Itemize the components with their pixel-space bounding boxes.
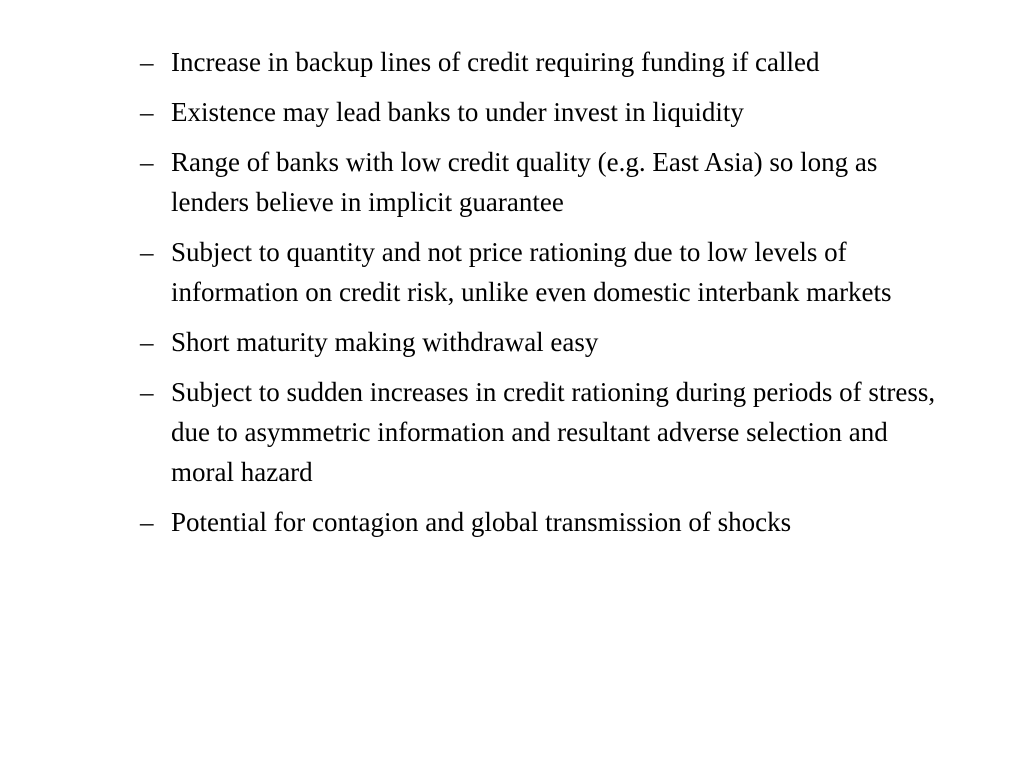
bullet-text: Potential for contagion and global transmission of shocks: [171, 507, 792, 537]
bullet-list: [140, 42, 940, 552]
bullet-item-quantity-rationing: [140, 232, 940, 312]
bullet-item-backup-lines: [140, 42, 940, 82]
dash-bullet-icon: –: [140, 47, 154, 77]
dash-bullet-icon: –: [140, 377, 154, 407]
dash-bullet-icon: –: [140, 237, 154, 267]
bullet-item-contagion: [140, 502, 940, 542]
bullet-item-under-invest: [140, 92, 940, 132]
bullet-text: Range of banks with low credit quality (e.g. East Asia) so long as lenders believe in implicit guarantee: [171, 147, 878, 217]
dash-bullet-icon: –: [140, 147, 154, 177]
bullet-item-low-credit-quality: [140, 142, 940, 222]
bullet-text: Short maturity making withdrawal easy: [171, 327, 599, 357]
bullet-item-sudden-rationing: [140, 372, 940, 492]
bullet-text: Increase in backup lines of credit requiring funding if called: [171, 47, 820, 77]
bullet-item-short-maturity: [140, 322, 940, 362]
dash-bullet-icon: –: [140, 327, 154, 357]
bullet-text: Existence may lead banks to under invest in liquidity: [171, 97, 744, 127]
dash-bullet-icon: –: [140, 507, 154, 537]
bullet-text: Subject to sudden increases in credit rationing during periods of stress, due to asymmetric information and resultant adverse selection and moral hazard: [171, 377, 936, 487]
bullet-text: Subject to quantity and not price rationing due to low levels of information on credit risk, unlike even domestic interbank markets: [171, 237, 892, 307]
dash-bullet-icon: –: [140, 97, 154, 127]
